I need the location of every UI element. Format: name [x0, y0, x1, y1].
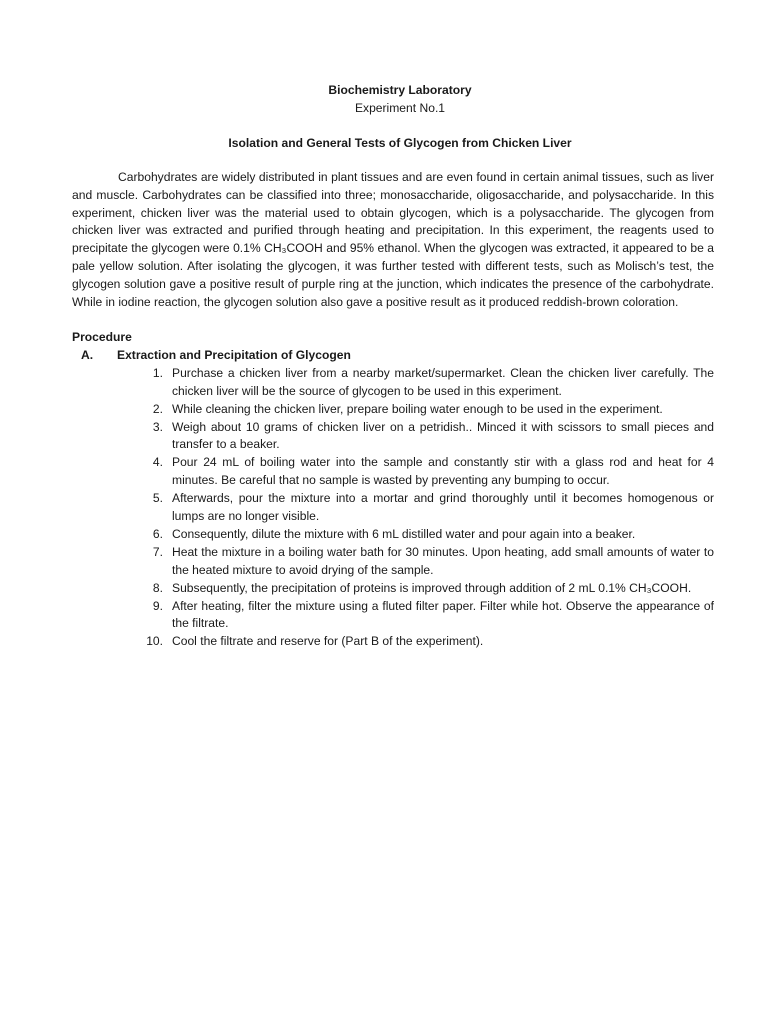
list-item: [72, 401, 714, 419]
list-item: [72, 365, 714, 401]
step-text: Heat the mixture in a boiling water bath for 30 minutes. Upon heating, add small amounts of water to the heated mixture to avoid drying of the sample.: [172, 544, 714, 577]
step-text: After heating, filter the mixture using a fluted filter paper. Filter while hot. Observe the appearance of the filtrate.: [172, 598, 714, 631]
list-item: [72, 633, 714, 651]
step-number: 2.: [152, 401, 163, 416]
section-letter: A.: [81, 347, 94, 362]
experiment-number: Experiment No.1: [354, 100, 446, 115]
list-item: [72, 526, 714, 544]
step-number: 6.: [152, 526, 163, 541]
step-text: Purchase a chicken liver from a nearby market/supermarket. Clean the chicken liver carefully. The chicken liver will be the source of glycogen to be used in this experiment.: [172, 365, 714, 398]
step-text: While cleaning the chicken liver, prepare boiling water enough to be used in the experiment.: [172, 401, 663, 416]
step-number: 10.: [146, 634, 163, 649]
step-number: 3.: [152, 419, 163, 434]
step-number: 8.: [152, 580, 163, 595]
list-item: [72, 580, 714, 598]
procedure-steps: [72, 365, 714, 652]
intro-paragraph: Carbohydrates are widely distributed in plant tissues and are even found in certain animal tissues, such as liver and muscle. Carbohydrates can be classified into three; monosaccharide, oligosaccharide, and polysaccharide. In this experiment, chicken liver was the material used to obtain glycogen, which is a polysaccharide. The glycogen from chicken liver was extracted and purified through heating and precipitation. In this experiment, the reagents used to precipitate the glycogen were 0.1% CH₃COOH and 95% ethanol. When the glycogen was extracted, it appeared to be a pale yellow solution. After isolating the glycogen, it was further tested with different tests, such as Molisch’s test, the glycogen solution gave a positive result of purple ring at the junction, which indicates the presence of the carbohydrate. While in iodine reaction, the glycogen solution also gave a positive result as it produced reddish-brown coloration.: [72, 169, 714, 310]
list-item: [72, 490, 714, 526]
step-number: 7.: [152, 544, 163, 559]
list-item: [72, 454, 714, 490]
list-item: [72, 544, 714, 580]
step-text: Weigh about 10 grams of chicken liver on a petridish.. Minced it with scissors to small pieces and transfer to a beaker.: [172, 419, 714, 452]
step-number: 4.: [152, 455, 163, 470]
procedure-heading: Procedure: [72, 329, 132, 344]
section-title: Extraction and Precipitation of Glycogen: [117, 347, 351, 362]
list-item: [72, 419, 714, 455]
document-header: [72, 82, 714, 153]
step-number: 9.: [152, 598, 163, 613]
step-text: Subsequently, the precipitation of proteins is improved through addition of 2 mL 0.1% CH₃COOH.: [172, 580, 692, 595]
step-number: 1.: [152, 365, 163, 380]
step-text: Afterwards, pour the mixture into a mortar and grind thoroughly until it becomes homogenous or lumps are no longer visible.: [172, 491, 714, 524]
step-text: Cool the filtrate and reserve for (Part B of the experiment).: [172, 634, 484, 649]
step-text: Consequently, dilute the mixture with 6 mL distilled water and pour again into a beaker.: [172, 526, 636, 541]
experiment-title: Isolation and General Tests of Glycogen from Chicken Liver: [228, 135, 572, 150]
list-item: [72, 598, 714, 634]
step-number: 5.: [152, 491, 163, 506]
section-heading: [72, 347, 714, 365]
lab-title: Biochemistry Laboratory: [328, 83, 472, 97]
step-text: Pour 24 mL of boiling water into the sample and constantly stir with a glass rod and heat for 4 minutes. Be careful that no sample is wasted by preventing any bumping to occur.: [172, 455, 714, 488]
